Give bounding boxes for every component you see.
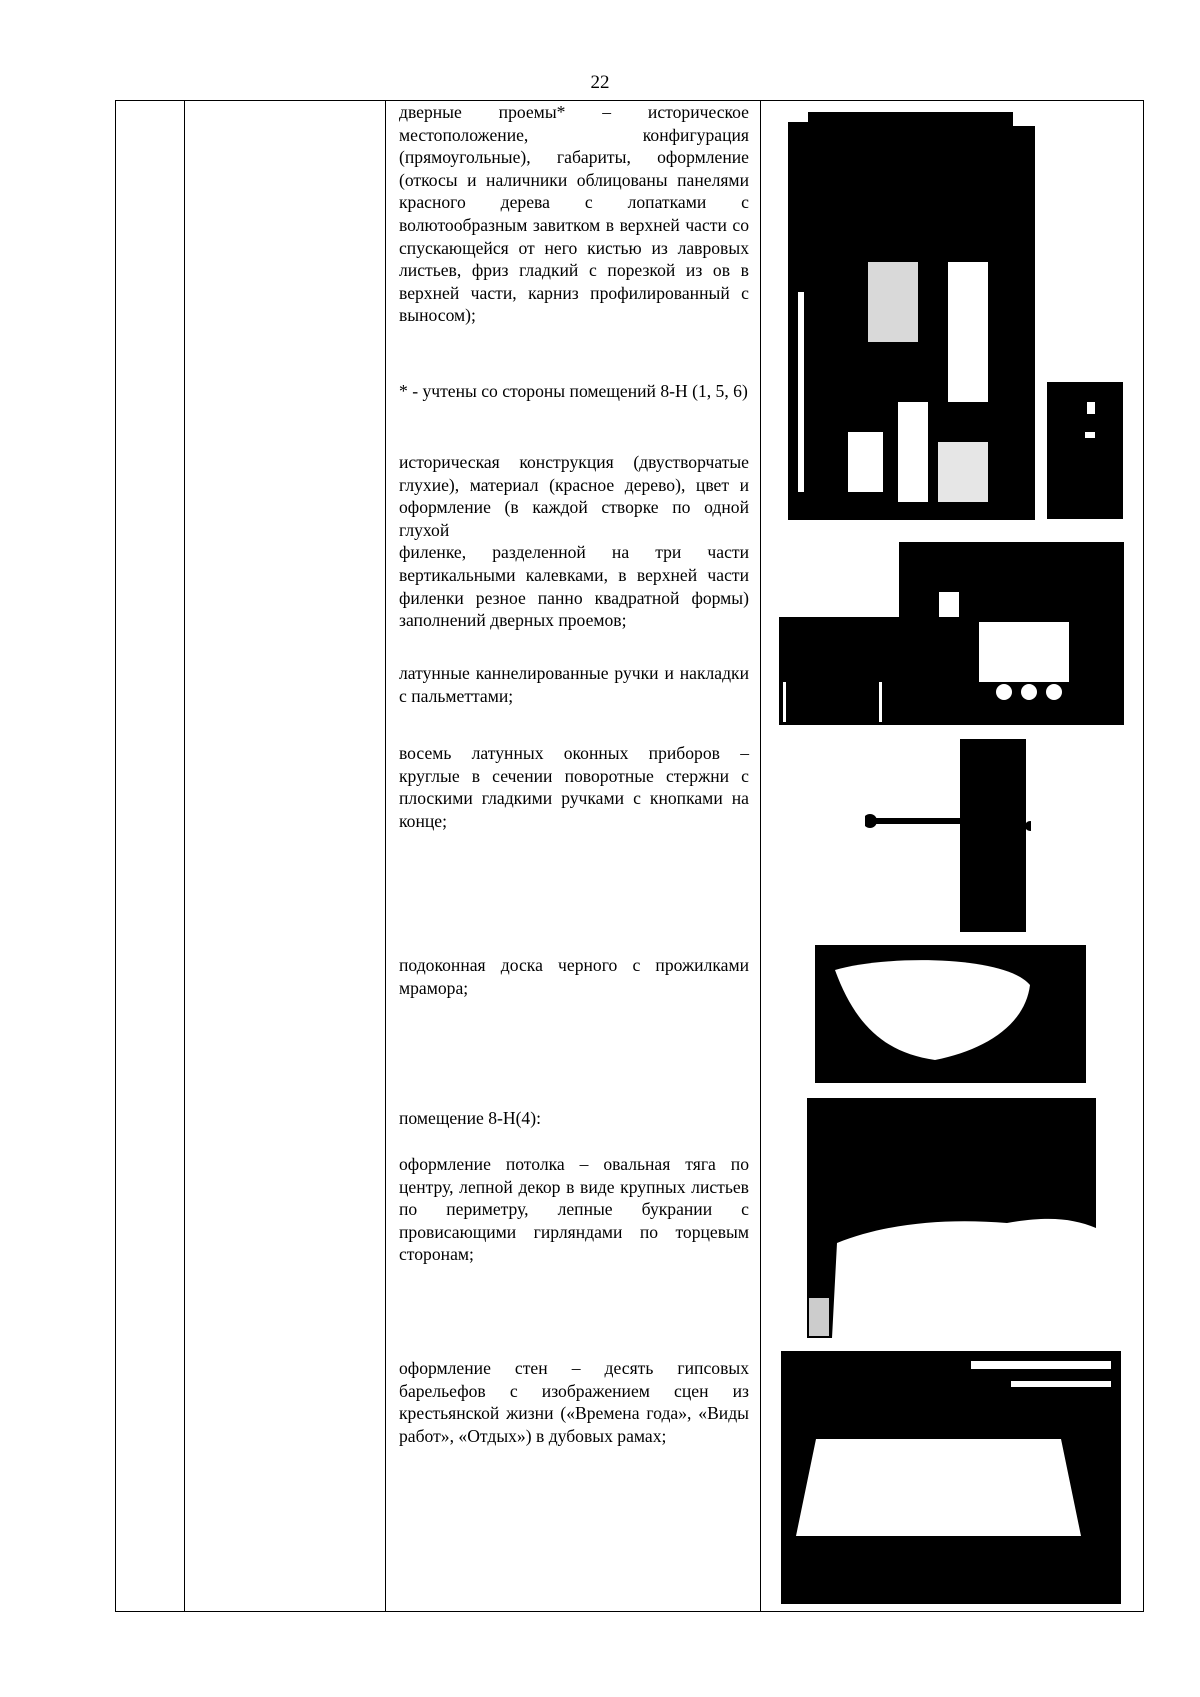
paragraph-text: * - учтены со стороны помещений 8-Н (1, 5, 6)	[399, 381, 748, 401]
paragraph-text: подоконная доска черного с прожилками мрамора;	[399, 955, 749, 998]
column-divider	[760, 101, 761, 1611]
paragraph-ceiling	[399, 1153, 749, 1266]
photo-doorway	[788, 112, 1035, 520]
photo-wall-relief	[781, 1351, 1121, 1604]
photo-doorway-detail	[1047, 382, 1123, 519]
paragraph-text: помещение 8-Н(4):	[399, 1108, 541, 1128]
photo-ceiling	[807, 1098, 1096, 1338]
paragraph-footnote	[399, 380, 749, 403]
photo-window-handle	[865, 739, 1031, 932]
paragraph-room-heading	[399, 1107, 749, 1130]
paragraph-door-construction	[399, 451, 749, 632]
paragraph-walls	[399, 1357, 749, 1447]
paragraph-doorways	[399, 101, 749, 327]
column-divider	[385, 101, 386, 1611]
paragraph-handles	[399, 662, 749, 707]
paragraph-text: оформление потолка – овальная тяга по центру, лепной декор в виде крупных листьев по периметру, лепные букрании с провисающими гирляндами по торцевым сторонам;	[399, 1154, 749, 1265]
column-divider	[184, 101, 185, 1611]
paragraph-windowsill	[399, 954, 749, 999]
paragraph-window-fittings	[399, 742, 749, 832]
paragraph-text: латунные каннелированные ручки и накладки с пальметтами;	[399, 663, 749, 706]
paragraph-text: филенке, разделенной на три части вертикальными калевками, в верхней части филенки резное панно квадратной формы) заполнений дверных проемов;	[399, 542, 749, 631]
photo-windowsill	[815, 945, 1086, 1083]
paragraph-text: историческая конструкция (двустворчатые глухие), материал (красное дерево), цвет и оформление (в каждой створке по одной глухой	[399, 452, 749, 540]
photo-door-panel	[779, 542, 1124, 725]
paragraph-text: восемь латунных оконных приборов – круглые в сечении поворотные стержни с плоскими гладкими ручками с кнопками на конце;	[399, 743, 749, 831]
paragraph-text: оформление стен – десять гипсовых барельефов с изображением сцен из крестьянской жизни («Времена года», «Виды работ», «Отдых») в дубовых рамах;	[399, 1358, 749, 1446]
page-number: 22	[590, 72, 610, 93]
paragraph-text: дверные проемы* – историческое местоположение, конфигурация (прямоугольные), габариты, оформление (откосы и наличники облицованы панелями красного дерева с лопатками с волютообразным завитком в верхней части со спускающейся от него кистью из лавровых листьев, фриз гладкий с порезкой из ов в верхней части, карниз профилированный с выносом);	[399, 102, 749, 326]
